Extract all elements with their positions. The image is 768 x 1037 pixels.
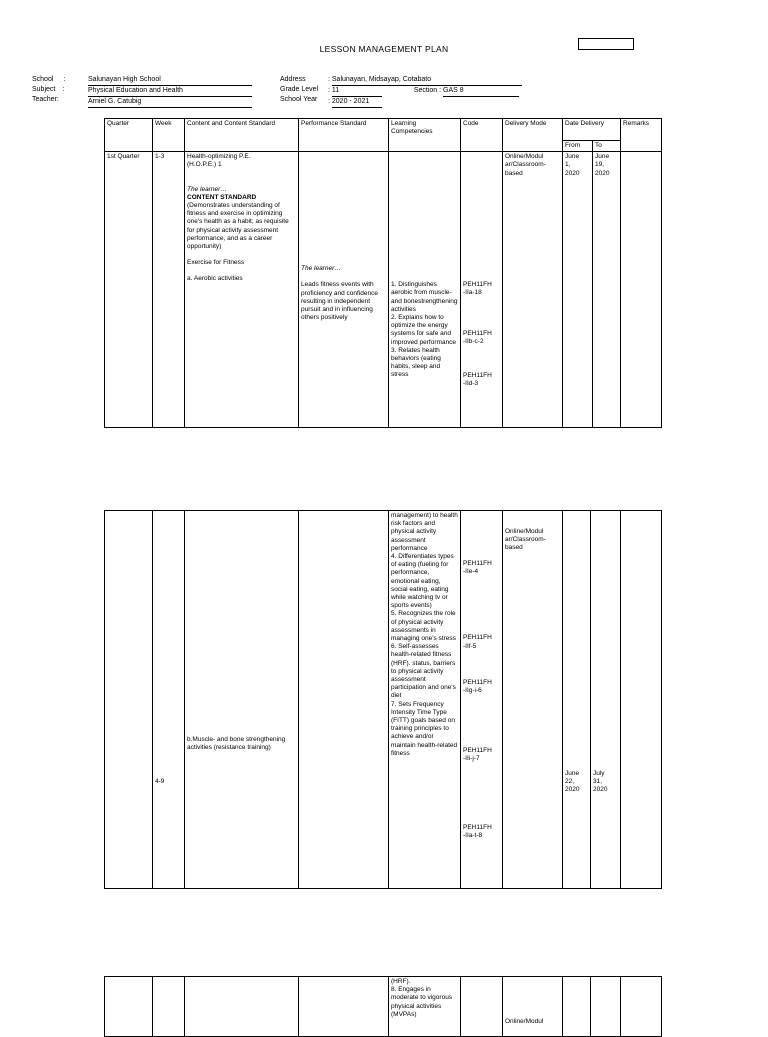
mode-value: Online/Modul ar/Classroom-based [505, 528, 546, 552]
header-week: Week [153, 119, 185, 152]
competency-5: 5. Recognizes the role of physical activity assessments in managing one's stress [391, 610, 456, 643]
content-body: (Demonstrates understanding of fitness and exercise in optimizing one's health as a habit; as requisite for physical activity assessment performance, and as a career opportunity) [187, 202, 289, 251]
from-value: June 22, 2020 [565, 770, 580, 794]
header-quarter: Quarter [105, 119, 153, 152]
competency-cont: (HRF). [391, 978, 411, 985]
info-right-labels [280, 75, 318, 105]
competency-3: 3. Relates health behaviors (eating habits, sleep and stress [391, 346, 441, 379]
lesson-table-2 [104, 510, 662, 889]
perf-body: Leads fitness events with proficiency and confidence resulting in independent pursuit and in influencing others positively [301, 281, 378, 322]
content-cell [185, 152, 299, 428]
week-cell [153, 977, 185, 1037]
content-standard-label: CONTENT STANDARD [187, 193, 257, 201]
to-cell [591, 511, 621, 889]
competency-8: 8. Engages in moderate to vigorous physical activities (MVPAs) [391, 986, 453, 1018]
from-cell [563, 977, 591, 1037]
competencies-cell [389, 152, 461, 428]
exercise-label: Exercise for Fitness [187, 259, 245, 267]
week-cell: 1-3 [153, 152, 185, 428]
perf-learner: The learner… [301, 265, 341, 273]
competency-6: 6. Self-assesses health-related fitness (HRF). status, barriers to physical activity assessment participation and one's diet [391, 643, 456, 700]
to-cell: June 19, 2020 [593, 152, 621, 428]
competency-7: 7. Sets Frequency Intensity Time Type (FITT) goals based on training principles to achieve and/or maintain health-related fitness [391, 700, 458, 757]
quarter-cell [105, 977, 153, 1037]
code-7: PEH11FH -IIi-j-7 [463, 747, 492, 763]
teacher-value: Arniel G. Catubig [88, 97, 252, 108]
content-cell [185, 977, 299, 1037]
code-8: PEH11FH -IIa-t-8 [463, 823, 492, 839]
lesson-table-1 [104, 118, 662, 428]
info-left-labels: School : Subject : Teacher: [32, 76, 66, 103]
to-value: July 31, 2020 [593, 770, 608, 794]
competency-4: 4. Differentiates types of eating (fueling for performance, emotional eating, social eating, eating while watching tv or sports events) [391, 553, 454, 610]
table-row [105, 977, 662, 1037]
subject-label: Subject [32, 86, 56, 93]
table-row [105, 152, 662, 428]
info-right-values: : Salunayan, Midsayap, Cotabato : 11 Section : GAS 8 : 2020 - 2021 [328, 75, 522, 108]
from-cell [563, 511, 591, 889]
header-from: From [563, 141, 593, 152]
header-code: Code [461, 119, 503, 152]
content-learner: The learner… [187, 185, 227, 193]
competencies-cell [389, 977, 461, 1037]
quarter-cell [105, 511, 153, 889]
code-cell [461, 511, 503, 889]
performance-cell [299, 511, 389, 889]
competencies-cell [389, 511, 461, 889]
school-label: School [32, 76, 54, 83]
to-cell [591, 977, 621, 1037]
week-cell [153, 511, 185, 889]
competency-2: 2. Explains how to optimize the energy systems for safe and improved performance [391, 314, 457, 346]
school-value: Salunayan High School [88, 75, 252, 86]
mode-cell [503, 511, 563, 889]
week-value: 4-9 [155, 778, 165, 785]
code-6: PEH11FH -IIg-i-6 [463, 678, 492, 695]
grade-label: Grade Level [280, 86, 319, 93]
content-b: b.Muscle- and bone strengthening activities (resistance training) [187, 736, 286, 752]
aerobic-label: a. Aerobic activities [187, 275, 243, 283]
remarks-cell [621, 152, 662, 428]
code-2: PEH11FH -IIb-c-2 [463, 329, 492, 345]
table-row [105, 511, 662, 889]
document-title: LESSON MANAGEMENT PLAN [319, 44, 449, 54]
code-3: PEH11FH -IId-3 [463, 372, 492, 388]
code-5: PEH11FH -IIf-5 [463, 634, 492, 650]
subject-value: Physical Education and Health [88, 86, 252, 97]
competency-1: 1. Distinguishes aerobic from muscle-and bonestrengthening activities [391, 281, 458, 313]
header-row [105, 119, 662, 141]
header-mode: Delivery Mode [503, 119, 563, 152]
header-remarks: Remarks [621, 119, 662, 152]
lesson-table-3 [104, 976, 662, 1037]
code-4: PEH11FH -IIe-4 [463, 560, 492, 576]
grade-value: 11 [332, 86, 382, 97]
code-1: PEH11FH -IIa-18 [463, 281, 492, 297]
from-cell: June 1, 2020 [563, 152, 593, 428]
address-label: Address [280, 76, 306, 83]
year-label: School Year [280, 96, 318, 103]
content-title: Health-optimizing P.E. (H.O.P.E.) 1 [187, 153, 251, 169]
info-left-values [88, 75, 252, 108]
header-competencies: Learning Competencies [389, 119, 461, 152]
section-value: GAS 8 [443, 86, 519, 97]
header-to: To [593, 141, 621, 152]
stamp-box [578, 38, 634, 50]
code-cell [461, 152, 503, 428]
teacher-label: Teacher: [32, 96, 59, 103]
year-value: 2020 - 2021 [332, 97, 382, 108]
quarter-cell: 1st Quarter [105, 152, 153, 428]
header-content: Content and Content Standard [185, 119, 299, 152]
performance-cell [299, 977, 389, 1037]
header-date: Date Delivery [563, 119, 621, 141]
performance-cell [299, 152, 389, 428]
section-label: Section : [413, 87, 442, 94]
content-cell [185, 511, 299, 889]
competency-cont: management) to health risk factors and physical activity assessment performance [391, 512, 458, 552]
mode-cell [503, 977, 563, 1037]
mode-value: Online/Modul [505, 1018, 544, 1025]
remarks-cell [621, 511, 662, 889]
code-cell [461, 977, 503, 1037]
header-performance: Performance Standard [299, 119, 389, 152]
remarks-cell [621, 977, 662, 1037]
mode-cell: Online/Modul ar/Classroom-based [503, 152, 563, 428]
address-value: Salunayan, Midsayap, Cotabato [332, 75, 522, 86]
